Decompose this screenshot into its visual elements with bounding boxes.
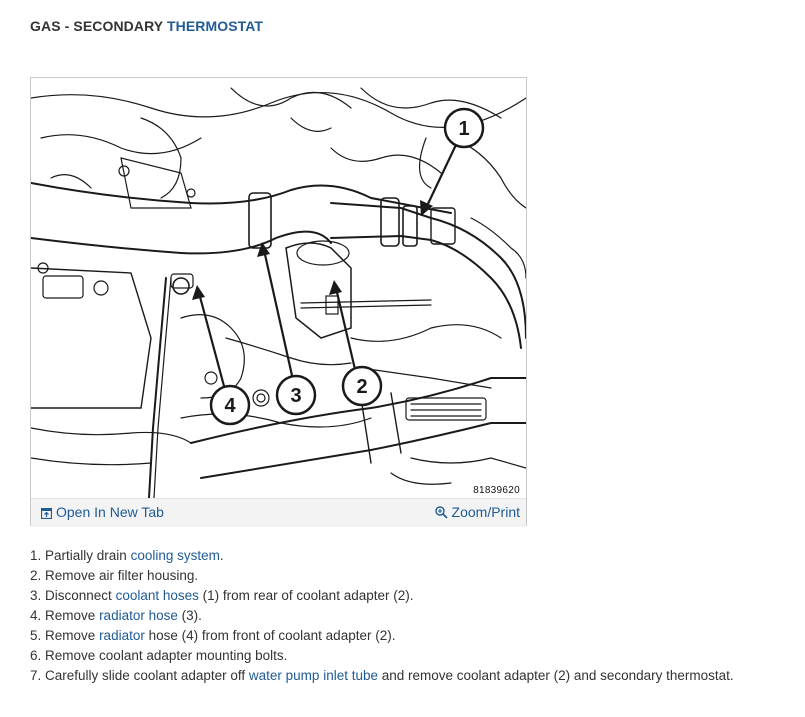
callout-2: 2 [356,376,368,398]
step-number: 2. [30,568,42,583]
step-number: 6. [30,648,42,663]
zoom-print-button[interactable] [435,504,520,520]
step-text: and remove coolant adapter (2) and secondary thermostat. [377,668,734,683]
step-text: Remove [45,608,100,623]
radiator-hose-link[interactable]: radiator hose [99,608,178,623]
step-4 [30,606,734,626]
water-pump-inlet-tube-link[interactable]: water pump inlet tube [248,668,378,683]
step-number: 4. [30,608,42,623]
procedure-steps [30,546,734,686]
figure-toolbar [31,498,526,527]
step-number: 3. [30,588,42,603]
open-in-new-tab-button[interactable] [41,504,164,520]
open-in-new-tab-label: Open In New Tab [56,504,164,520]
page-title [30,18,263,34]
step-text: . [219,548,224,563]
step-text: (1) from rear of coolant adapter (2). [198,588,414,603]
radiator-link[interactable]: radiator [99,628,145,643]
step-text: Carefully slide coolant adapter off [45,668,249,683]
coolant-hoses-link[interactable]: coolant hoses [115,588,199,603]
step-number: 1. [30,548,42,563]
zoom-magnifier-icon [435,506,448,519]
step-6 [30,646,734,666]
callout-1: 1 [458,118,470,140]
callout-3: 3 [290,385,302,407]
step-2 [30,566,734,586]
title-prefix: GAS - SECONDARY [30,18,167,34]
step-text: Partially drain [45,548,131,563]
step-7 [30,666,734,686]
step-5 [30,626,734,646]
open-in-new-tab-icon [41,508,52,519]
step-text: hose (4) from front of coolant adapter (2). [144,628,396,643]
callout-4: 4 [224,395,236,417]
step-3 [30,586,734,606]
step-text: Disconnect [45,588,116,603]
step-text: Remove [45,628,100,643]
step-1 [30,546,734,566]
step-number: 5. [30,628,42,643]
step-text: Remove air filter housing. [45,568,199,583]
cooling-system-link[interactable]: cooling system [130,548,220,563]
thermostat-diagram[interactable] [31,78,526,498]
title-thermostat-link[interactable]: THERMOSTAT [166,18,264,34]
figure-panel [30,77,527,526]
zoom-print-label: Zoom/Print [451,504,520,520]
figure-id: 81839620 [473,485,520,496]
step-text: (3). [177,608,202,623]
step-number: 7. [30,668,42,683]
step-text: Remove coolant adapter mounting bolts. [45,648,288,663]
